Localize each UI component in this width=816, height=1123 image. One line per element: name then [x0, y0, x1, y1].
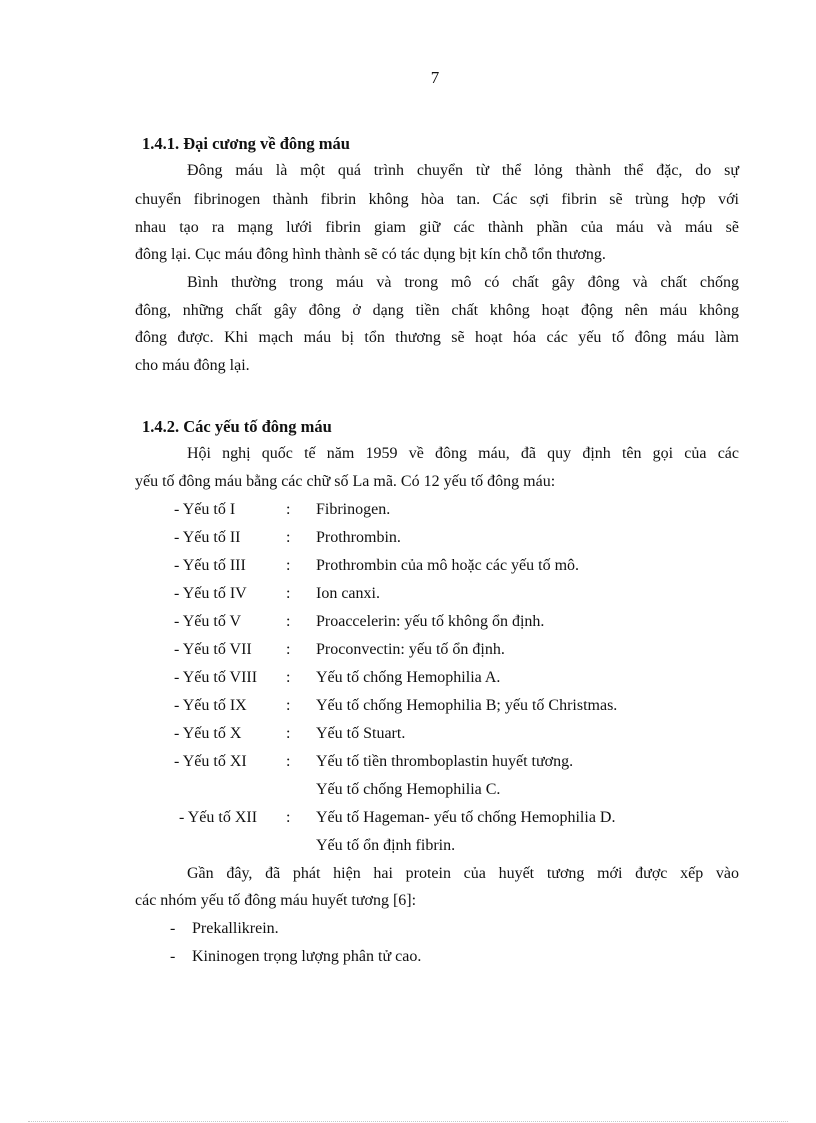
- paragraph-line: cho máu đông lại.: [135, 357, 250, 374]
- factor-desc: Yếu tố ổn định fibrin.: [316, 837, 456, 854]
- paragraph-line: Gần đây, đã phát hiện hai protein của huyết tương mới được xếp vào: [187, 865, 739, 882]
- factor-desc: Fibrinogen.: [316, 501, 391, 518]
- paragraph-line: yếu tố đông máu bằng các chữ số La mã. Có 12 yếu tố đông máu:: [135, 473, 556, 490]
- factor-desc: Proconvectin: yếu tố ổn định.: [316, 641, 505, 658]
- paragraph-line: các nhóm yếu tố đông máu huyết tương [6]:: [135, 892, 417, 909]
- factor-colon: :: [286, 725, 291, 742]
- factor-key: - Yếu tố IX: [174, 697, 247, 714]
- factor-colon: :: [286, 669, 291, 686]
- factor-desc: Yếu tố chống Hemophilia C.: [316, 781, 501, 798]
- bullet-item: Kininogen trọng lượng phân tử cao.: [192, 948, 422, 965]
- paragraph-line: Hội nghị quốc tế năm 1959 về đông máu, đã quy định tên gọi của các: [187, 445, 739, 462]
- factor-key: - Yếu tố II: [174, 529, 241, 546]
- paragraph-line: đông lại. Cục máu đông hình thành sẽ có tác dụng bịt kín chỗ tổn thương.: [135, 246, 606, 263]
- paragraph-line: Đông máu là một quá trình chuyển từ thể lỏng thành thể đặc, do sự: [187, 162, 739, 179]
- paragraph-line: đông, những chất gây đông ở dạng tiền chất không hoạt động nên máu không: [135, 302, 739, 319]
- factor-colon: :: [286, 753, 291, 770]
- factor-desc: Ion canxi.: [316, 585, 380, 602]
- factor-colon: :: [286, 529, 291, 546]
- bullet-dash: -: [170, 948, 176, 965]
- bullet-dash: -: [170, 920, 176, 937]
- factor-key: - Yếu tố IV: [174, 585, 247, 602]
- bullet-item: Prekallikrein.: [192, 920, 279, 937]
- factor-colon: :: [286, 585, 291, 602]
- section-heading-1-4-1: 1.4.1. Đại cương về đông máu: [142, 134, 350, 153]
- page-number: 7: [430, 68, 440, 87]
- factor-colon: :: [286, 557, 291, 574]
- factor-key: - Yếu tố I: [174, 501, 236, 518]
- factor-key: - Yếu tố XI: [174, 753, 247, 770]
- paragraph-line: đông được. Khi mạch máu bị tổn thương sẽ hoạt hóa các yếu tố đông máu làm: [135, 329, 739, 346]
- factor-colon: :: [286, 613, 291, 630]
- factor-key: - Yếu tố X: [174, 725, 242, 742]
- page-bottom-rule: [28, 1121, 788, 1122]
- factor-key: - Yếu tố XII: [179, 809, 258, 826]
- factor-desc: Yếu tố chống Hemophilia A.: [316, 669, 501, 686]
- factor-desc: Prothrombin của mô hoặc các yếu tố mô.: [316, 557, 580, 574]
- factor-key: - Yếu tố III: [174, 557, 246, 574]
- paragraph-line: Bình thường trong máu và trong mô có chất gây đông và chất chống: [187, 274, 739, 291]
- paragraph-line: chuyển fibrinogen thành fibrin không hòa tan. Các sợi fibrin sẽ trùng hợp với: [135, 191, 739, 208]
- factor-key: - Yếu tố V: [174, 613, 242, 630]
- factor-desc: Yếu tố chống Hemophilia B; yếu tố Christmas.: [316, 697, 618, 714]
- factor-desc: Proaccelerin: yếu tố không ổn định.: [316, 613, 545, 630]
- factor-desc: Yếu tố tiền thromboplastin huyết tương.: [316, 753, 574, 770]
- section-heading-1-4-2: 1.4.2. Các yếu tố đông máu: [142, 417, 332, 436]
- factor-colon: :: [286, 501, 291, 518]
- factor-desc: Yếu tố Stuart.: [316, 725, 406, 742]
- factor-colon: :: [286, 697, 291, 714]
- factor-desc: Yếu tố Hageman- yếu tố chống Hemophilia D.: [316, 809, 616, 826]
- paragraph-line: nhau tạo ra mạng lưới fibrin giam giữ các thành phần của máu và máu sẽ: [135, 219, 739, 236]
- factor-key: - Yếu tố VIII: [174, 669, 258, 686]
- factor-colon: :: [286, 641, 291, 658]
- factor-colon: :: [286, 809, 291, 826]
- factor-key: - Yếu tố VII: [174, 641, 252, 658]
- factor-desc: Prothrombin.: [316, 529, 401, 546]
